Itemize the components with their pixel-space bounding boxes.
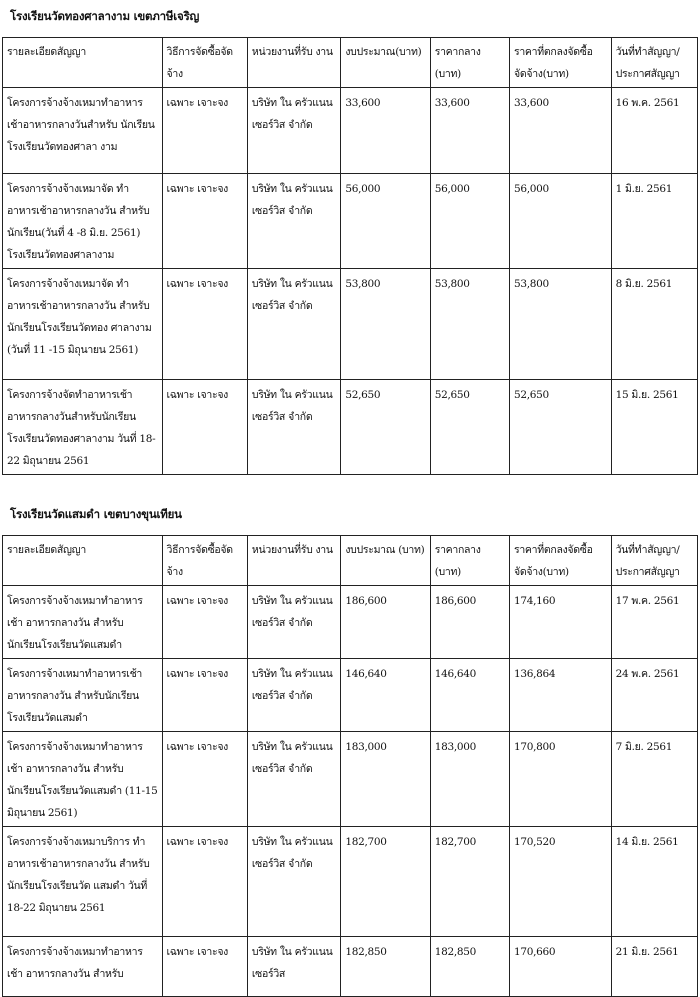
table-row bbox=[3, 269, 698, 380]
procurement-table bbox=[2, 535, 698, 997]
contractor: บริษัท ใน ครัวแนนเซอร์วิส จำกัด bbox=[247, 174, 340, 269]
agreed-price: 170,800 bbox=[509, 732, 611, 827]
table-header-row bbox=[3, 38, 698, 88]
procurement-method: เฉพาะ เจาะจง bbox=[162, 174, 247, 269]
contract-detail: โครงการจ้างเหมาทำอาหารเช้า อาหารกลางวัน สำหรับนักเรียน โรงเรียนวัดแสมดำ bbox=[3, 659, 163, 732]
agreed-price: 174,160 bbox=[509, 586, 611, 659]
budget: 56,000 bbox=[341, 174, 430, 269]
procurement-method: เฉพาะ เจาะจง bbox=[162, 937, 247, 997]
budget: 33,600 bbox=[341, 88, 430, 174]
contract-date: 1 มิ.ย. 2561 bbox=[611, 174, 697, 269]
budget: 186,600 bbox=[341, 586, 430, 659]
agreed-price: 170,520 bbox=[509, 827, 611, 937]
section-title: โรงเรียนวัดแสมดำ เขตบางขุนเทียน bbox=[10, 507, 182, 521]
contract-date: 16 พ.ค. 2561 bbox=[611, 88, 697, 174]
table-row bbox=[3, 659, 698, 732]
header-contract-date: วันที่ทำสัญญา/ ประกาศสัญญา bbox=[611, 38, 697, 88]
median-price: 182,850 bbox=[430, 937, 509, 997]
procurement-method: เฉพาะ เจาะจง bbox=[162, 380, 247, 475]
contract-detail: โครงการจ้างจ้างเหมาจัด ทำอาหารเช้าอาหารกลางวัน สำหรับนักเรียนโรงเรียนวัดทอง ศาลางาม (วันที่ 11 -15 มิถุนายน 2561) bbox=[3, 269, 163, 380]
median-price: 53,800 bbox=[430, 269, 509, 380]
procurement-method: เฉพาะ เจาะจง bbox=[162, 827, 247, 937]
procurement-method: เฉพาะ เจาะจง bbox=[162, 659, 247, 732]
median-price: 146,640 bbox=[430, 659, 509, 732]
agreed-price: 136,864 bbox=[509, 659, 611, 732]
header-procurement-method: วิธีการจัดซื้อจัด จ้าง bbox=[162, 38, 247, 88]
budget: 52,650 bbox=[341, 380, 430, 475]
header-procurement-method: วิธีการจัดซื้อจัด จ้าง bbox=[162, 536, 247, 586]
header-contractor: หน่วยงานที่รับ งาน bbox=[247, 536, 340, 586]
budget: 182,700 bbox=[341, 827, 430, 937]
budget: 146,640 bbox=[341, 659, 430, 732]
contract-detail: โครงการจ้างจ้างเหมาทำอาหาร เช้า อาหารกลางวัน สำหรับ นักเรียนโรงเรียนวัดแสมดำ bbox=[3, 586, 163, 659]
agreed-price: 33,600 bbox=[509, 88, 611, 174]
procurement-table bbox=[2, 37, 698, 475]
procurement-method: เฉพาะ เจาะจง bbox=[162, 88, 247, 174]
contractor: บริษัท ใน ครัวแนนเซอร์วิส จำกัด bbox=[247, 380, 340, 475]
contract-date: 24 พ.ค. 2561 bbox=[611, 659, 697, 732]
median-price: 33,600 bbox=[430, 88, 509, 174]
contractor: บริษัท ใน ครัวแนนเซอร์วิส จำกัด bbox=[247, 269, 340, 380]
contract-detail: โครงการจ้างจัดทำอาหารเช้า อาหารกลางวันสำหรับนักเรียน โรงเรียนวัดทองศาลางาม วันที่ 18-22 มิถุนายน 2561 bbox=[3, 380, 163, 475]
table-row bbox=[3, 732, 698, 827]
contract-date: 7 มิ.ย. 2561 bbox=[611, 732, 697, 827]
section-title: โรงเรียนวัดทองศาลางาม เขตภาษีเจริญ bbox=[10, 9, 200, 23]
table-row bbox=[3, 586, 698, 659]
median-price: 52,650 bbox=[430, 380, 509, 475]
budget: 53,800 bbox=[341, 269, 430, 380]
median-price: 186,600 bbox=[430, 586, 509, 659]
contractor: บริษัท ใน ครัวแนนเซอร์วิส จำกัด bbox=[247, 732, 340, 827]
agreed-price: 56,000 bbox=[509, 174, 611, 269]
contract-detail: โครงการจ้างจ้างเหมาทำอาหาร เช้า อาหารกลางวัน สำหรับ bbox=[3, 937, 163, 997]
median-price: 56,000 bbox=[430, 174, 509, 269]
header-agreed-price: ราคาที่ตกลงจัดซื้อ จัดจ้าง(บาท) bbox=[509, 536, 611, 586]
contract-date: 14 มิ.ย. 2561 bbox=[611, 827, 697, 937]
header-median-price: ราคากลาง (บาท) bbox=[430, 536, 509, 586]
agreed-price: 53,800 bbox=[509, 269, 611, 380]
table-row bbox=[3, 380, 698, 475]
budget: 183,000 bbox=[341, 732, 430, 827]
table-row bbox=[3, 88, 698, 174]
table-header-row bbox=[3, 536, 698, 586]
budget: 182,850 bbox=[341, 937, 430, 997]
contract-date: 17 พ.ค. 2561 bbox=[611, 586, 697, 659]
header-budget: งบประมาณ(บาท) bbox=[341, 38, 430, 88]
procurement-method: เฉพาะ เจาะจง bbox=[162, 269, 247, 380]
contract-date: 21 มิ.ย. 2561 bbox=[611, 937, 697, 997]
table-row bbox=[3, 174, 698, 269]
contract-date: 8 มิ.ย. 2561 bbox=[611, 269, 697, 380]
header-agreed-price: ราคาที่ตกลงจัดซื้อ จัดจ้าง(บาท) bbox=[509, 38, 611, 88]
median-price: 182,700 bbox=[430, 827, 509, 937]
procurement-method: เฉพาะ เจาะจง bbox=[162, 586, 247, 659]
median-price: 183,000 bbox=[430, 732, 509, 827]
procurement-method: เฉพาะ เจาะจง bbox=[162, 732, 247, 827]
header-contract-date: วันที่ทำสัญญา/ ประกาศสัญญา bbox=[611, 536, 697, 586]
table-row bbox=[3, 827, 698, 937]
contractor: บริษัท ใน ครัวแนนเซอร์วิส จำกัด bbox=[247, 827, 340, 937]
contractor: บริษัท ใน ครัวแนนเซอร์วิส จำกัด bbox=[247, 659, 340, 732]
table-row bbox=[3, 937, 698, 997]
header-contractor: หน่วยงานที่รับ งาน bbox=[247, 38, 340, 88]
contract-detail: โครงการจ้างจ้างเหมาจัด ทำอาหารเช้าอาหารกลางวัน สำหรับนักเรียน(วันที่ 4 -8 มิ.ย. 2561) โรงเรียนวัดทองศาลางาม bbox=[3, 174, 163, 269]
contract-date: 15 มิ.ย. 2561 bbox=[611, 380, 697, 475]
header-budget: งบประมาณ (บาท) bbox=[341, 536, 430, 586]
contract-detail: โครงการจ้างจ้างเหมาบริการ ทำอาหารเช้าอาหารกลางวัน สำหรับนักเรียนโรงเรียนวัด แสมดำ วันที่ 18-22 มิถุนายน 2561 bbox=[3, 827, 163, 937]
header-contract-detail: รายละเอียดสัญญา bbox=[3, 38, 163, 88]
contract-detail: โครงการจ้างจ้างเหมาทำอาหาร เช้าอาหารกลางวันสำหรับ นักเรียนโรงเรียนวัดทองศาลา งาม bbox=[3, 88, 163, 174]
agreed-price: 170,660 bbox=[509, 937, 611, 997]
contractor: บริษัท ใน ครัวแนนเซอร์วิส จำกัด bbox=[247, 88, 340, 174]
contractor: บริษัท ใน ครัวแนนเซอร์วิส จำกัด bbox=[247, 586, 340, 659]
contract-detail: โครงการจ้างจ้างเหมาทำอาหาร เช้า อาหารกลางวัน สำหรับ นักเรียนโรงเรียนวัดแสมดำ (11-15 มิถุนายน 2561) bbox=[3, 732, 163, 827]
header-contract-detail: รายละเอียดสัญญา bbox=[3, 536, 163, 586]
agreed-price: 52,650 bbox=[509, 380, 611, 475]
contractor: บริษัท ใน ครัวแนนเซอร์วิส bbox=[247, 937, 340, 997]
header-median-price: ราคากลาง (บาท) bbox=[430, 38, 509, 88]
